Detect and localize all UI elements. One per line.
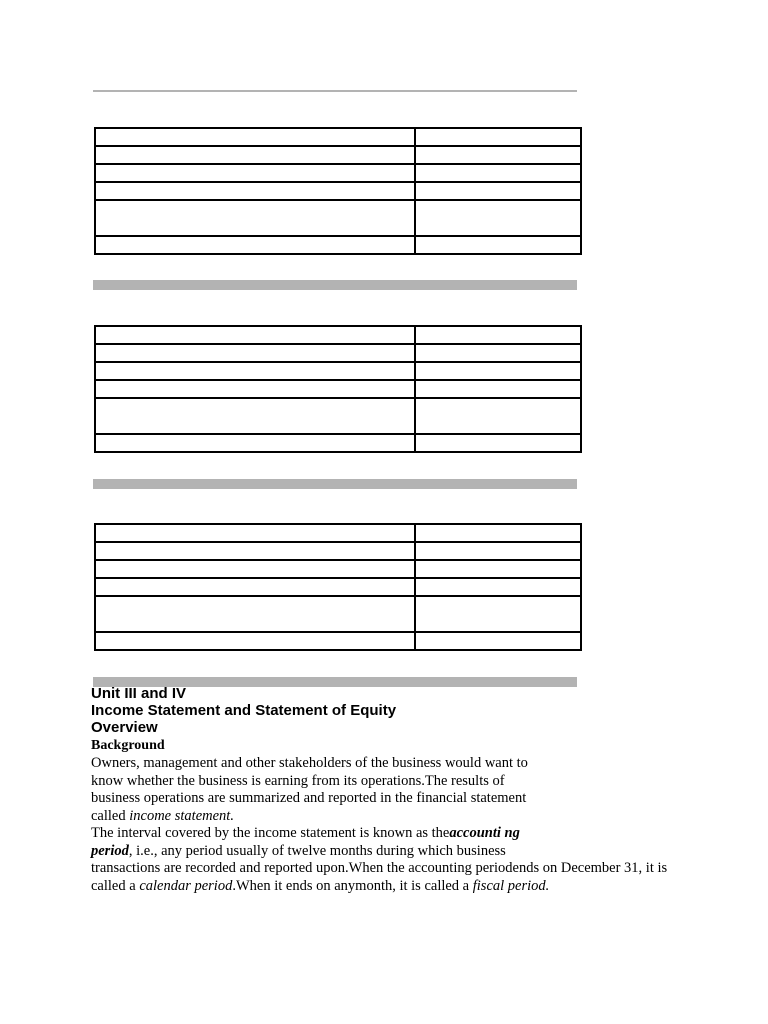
table-cell — [415, 542, 581, 560]
table-cell — [415, 200, 581, 236]
table-cell — [95, 542, 415, 560]
table-cell — [95, 236, 415, 254]
blank-table-2 — [94, 325, 582, 453]
table-cell — [95, 146, 415, 164]
table-cell — [415, 326, 581, 344]
table-cell — [95, 560, 415, 578]
table-cell — [95, 398, 415, 434]
subsection-title: Background — [91, 738, 165, 753]
italic-term: fiscal period. — [472, 877, 550, 894]
paragraph-accounting-period — [91, 825, 691, 895]
unit-title: Unit III and IV — [91, 685, 187, 702]
paragraph-text: .When it ends on anymonth, it is called a — [232, 877, 473, 894]
table-cell — [95, 434, 415, 452]
table-cell — [415, 380, 581, 398]
section-title: Overview — [91, 719, 158, 736]
blank-table-1 — [94, 127, 582, 255]
table-cell — [415, 182, 581, 200]
table-cell — [95, 344, 415, 362]
table-cell — [95, 524, 415, 542]
paragraph-text: , i.e., any period usually of twelve months during which business — [128, 842, 506, 859]
paragraph-text: called a — [91, 877, 140, 894]
chapter-title: Income Statement and Statement of Equity — [91, 702, 397, 719]
table-cell — [95, 182, 415, 200]
table-cell — [95, 578, 415, 596]
table-cell — [415, 362, 581, 380]
table-cell — [95, 128, 415, 146]
top-divider — [93, 90, 577, 92]
table-cell — [95, 632, 415, 650]
table-cell — [95, 380, 415, 398]
italic-term: income statement. — [129, 807, 234, 824]
paragraph-text: The interval covered by the income statement is known as the — [91, 825, 450, 841]
paragraph-line — [91, 878, 691, 896]
table-cell — [415, 596, 581, 632]
section-divider — [93, 479, 577, 489]
paragraph-text: called — [91, 807, 130, 824]
table-cell — [415, 560, 581, 578]
paragraph-line — [91, 825, 691, 843]
paragraph-line: know whether the business is earning from its operations.The results of — [91, 772, 505, 789]
table-cell — [415, 434, 581, 452]
section-divider — [93, 280, 577, 290]
table-cell — [415, 344, 581, 362]
table-cell — [415, 236, 581, 254]
bold-italic-term: period — [91, 842, 129, 859]
table-cell — [415, 524, 581, 542]
table-cell — [95, 200, 415, 236]
table-cell — [415, 632, 581, 650]
paragraph-line — [91, 808, 691, 826]
paragraph-line: Owners, management and other stakeholders of the business would want to — [91, 755, 528, 771]
table-cell — [415, 128, 581, 146]
table-cell — [95, 326, 415, 344]
table-cell — [415, 398, 581, 434]
table-cell — [95, 362, 415, 380]
paragraph-line: transactions are recorded and reported upon.When the accounting periodends on December 31, it is — [91, 860, 668, 876]
paragraph-background — [91, 755, 691, 825]
document-body — [91, 685, 691, 895]
table-cell — [415, 146, 581, 164]
table-cell — [95, 596, 415, 632]
paragraph-line: business operations are summarized and reported in the financial statement — [91, 790, 527, 806]
bold-italic-term: accounti ng — [449, 825, 520, 841]
table-cell — [415, 164, 581, 182]
paragraph-line — [91, 843, 691, 861]
italic-term: calendar period — [139, 877, 233, 894]
table-cell — [415, 578, 581, 596]
table-cell — [95, 164, 415, 182]
blank-table-3 — [94, 523, 582, 651]
